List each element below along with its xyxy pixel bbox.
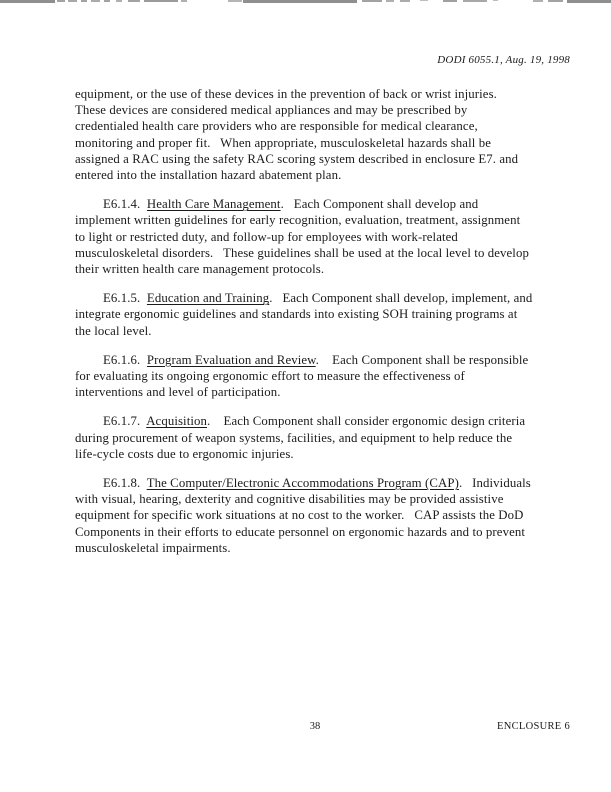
footer-enclosure-label: ENCLOSURE 6 bbox=[496, 721, 570, 732]
text-line bbox=[75, 446, 575, 462]
paragraph bbox=[75, 352, 575, 401]
header-date: DODI 6055.1, Aug. 19, 1998 bbox=[437, 54, 570, 66]
scan-artifact-segment bbox=[104, 0, 110, 2]
section-heading: Health Care Management bbox=[146, 197, 281, 212]
scan-artifact-segment bbox=[144, 0, 178, 2]
text-line bbox=[75, 430, 575, 446]
text-line bbox=[75, 323, 575, 339]
text-line bbox=[75, 167, 575, 183]
paragraph bbox=[75, 475, 575, 556]
text-segment: equipment, or the use of these devices in the prevention of back or wrist injuries. bbox=[75, 87, 497, 101]
scan-artifact-segment bbox=[243, 0, 357, 3]
text-segment: . Each Component shall be responsible bbox=[315, 352, 529, 367]
scan-artifact-segment bbox=[463, 0, 487, 2]
text-segment: integrate ergonomic guidelines and standards into existing SOH training programs at bbox=[75, 307, 518, 322]
text-line bbox=[75, 229, 575, 245]
text-line bbox=[75, 118, 575, 134]
scan-artifact-segment bbox=[493, 0, 498, 1]
text-segment: . Individuals bbox=[458, 476, 531, 491]
text-line bbox=[75, 384, 575, 400]
paragraph bbox=[75, 196, 575, 277]
text-segment: E6.1.8. bbox=[103, 476, 147, 491]
section-heading: Acquisition bbox=[146, 414, 208, 429]
document-body bbox=[75, 86, 575, 569]
paragraph bbox=[75, 290, 575, 339]
scan-artifact-segment bbox=[128, 0, 140, 2]
text-segment: musculoskeletal disorders. These guidelines shall be used at the local level to develop bbox=[75, 245, 529, 260]
section-heading: The Computer/Electronic Accommodations Program (CAP) bbox=[146, 476, 459, 491]
text-segment: their written health care management protocols. bbox=[75, 262, 325, 277]
text-segment: interventions and level of participation. bbox=[75, 385, 281, 400]
text-line bbox=[75, 475, 575, 491]
scan-artifact-segment bbox=[548, 0, 563, 2]
text-segment: assigned a RAC using the safety RAC scoring system described in enclosure E7. and bbox=[75, 151, 519, 166]
text-line bbox=[75, 491, 575, 507]
scan-artifact-segment bbox=[400, 0, 410, 2]
text-segment: . Each Component shall develop and bbox=[280, 197, 479, 212]
text-segment: the local level. bbox=[75, 323, 152, 338]
text-segment: entered into the installation hazard abatement plan. bbox=[75, 168, 342, 183]
text-segment: implement written guidelines for early recognition, evaluation, treatment, assignment bbox=[75, 213, 521, 228]
scan-artifact-segment bbox=[443, 0, 457, 2]
scan-artifact-segment bbox=[116, 0, 122, 2]
text-segment: E6.1.6. bbox=[103, 352, 147, 367]
text-segment: life-cycle costs due to ergonomic injuries. bbox=[75, 446, 294, 461]
text-segment: to light or restricted duty, and follow-up for employees with work-related bbox=[75, 229, 458, 244]
scan-artifact-segment bbox=[81, 0, 87, 2]
text-line bbox=[75, 290, 575, 306]
scan-artifact-segment bbox=[567, 0, 611, 3]
text-segment: with visual, hearing, dexterity and cognitive disabilities may be provided assistive bbox=[75, 492, 504, 507]
text-segment: monitoring and proper fit. When appropriate, musculoskeletal hazards shall be bbox=[75, 135, 491, 150]
scan-artifact-segment bbox=[91, 0, 100, 2]
text-segment: for evaluating its ongoing ergonomic effort to measure the effectiveness of bbox=[75, 369, 465, 384]
text-line bbox=[75, 212, 575, 228]
text-segment: equipment for specific work situations at no cost to the worker. CAP assists the DoD bbox=[75, 508, 524, 523]
text-segment: E6.1.5. bbox=[103, 291, 147, 306]
text-segment: credentialed health care providers who are responsible for medical clearance, bbox=[75, 119, 478, 134]
text-segment: . Each Component shall develop, implement, and bbox=[269, 291, 533, 306]
text-segment: E6.1.4. bbox=[103, 197, 147, 212]
scan-artifact-segment bbox=[420, 0, 428, 1]
text-line bbox=[75, 102, 575, 118]
text-segment: Components in their efforts to educate personnel on ergonomic hazards and to prevent bbox=[75, 524, 526, 539]
text-segment: E6.1.7. bbox=[103, 414, 147, 429]
text-line bbox=[75, 135, 575, 151]
text-line bbox=[75, 507, 575, 523]
text-segment: . Each Component shall consider ergonomic design criteria bbox=[207, 414, 526, 429]
section-heading: Education and Training bbox=[146, 291, 270, 306]
text-line bbox=[75, 245, 575, 261]
scan-artifact-segment bbox=[68, 0, 77, 2]
section-heading: Program Evaluation and Review bbox=[146, 352, 316, 367]
paragraph bbox=[75, 86, 575, 183]
scan-artifact-top-edge bbox=[0, 0, 611, 4]
scan-artifact-segment bbox=[0, 0, 55, 3]
scan-artifact-segment bbox=[533, 0, 543, 2]
text-line bbox=[75, 151, 575, 167]
text-line bbox=[75, 261, 575, 277]
text-line bbox=[75, 540, 575, 556]
footer-page-number: 38 bbox=[309, 721, 321, 732]
text-segment: These devices are considered medical appliances and may be prescribed by bbox=[75, 103, 468, 118]
text-line bbox=[75, 413, 575, 429]
paragraph bbox=[75, 413, 575, 462]
text-segment: during procurement of weapon systems, facilities, and equipment to help reduce the bbox=[75, 430, 513, 445]
scan-artifact-segment bbox=[228, 0, 242, 2]
scan-artifact-segment bbox=[57, 0, 65, 2]
text-line bbox=[75, 86, 575, 102]
scan-artifact-segment bbox=[181, 0, 187, 2]
text-segment: musculoskeletal impairments. bbox=[75, 540, 231, 555]
text-line bbox=[75, 524, 575, 540]
text-line bbox=[75, 352, 575, 368]
scan-artifact-segment bbox=[362, 0, 382, 2]
text-line bbox=[75, 368, 575, 384]
scan-artifact-segment bbox=[386, 0, 394, 2]
text-line bbox=[75, 196, 575, 212]
text-line bbox=[75, 306, 575, 322]
